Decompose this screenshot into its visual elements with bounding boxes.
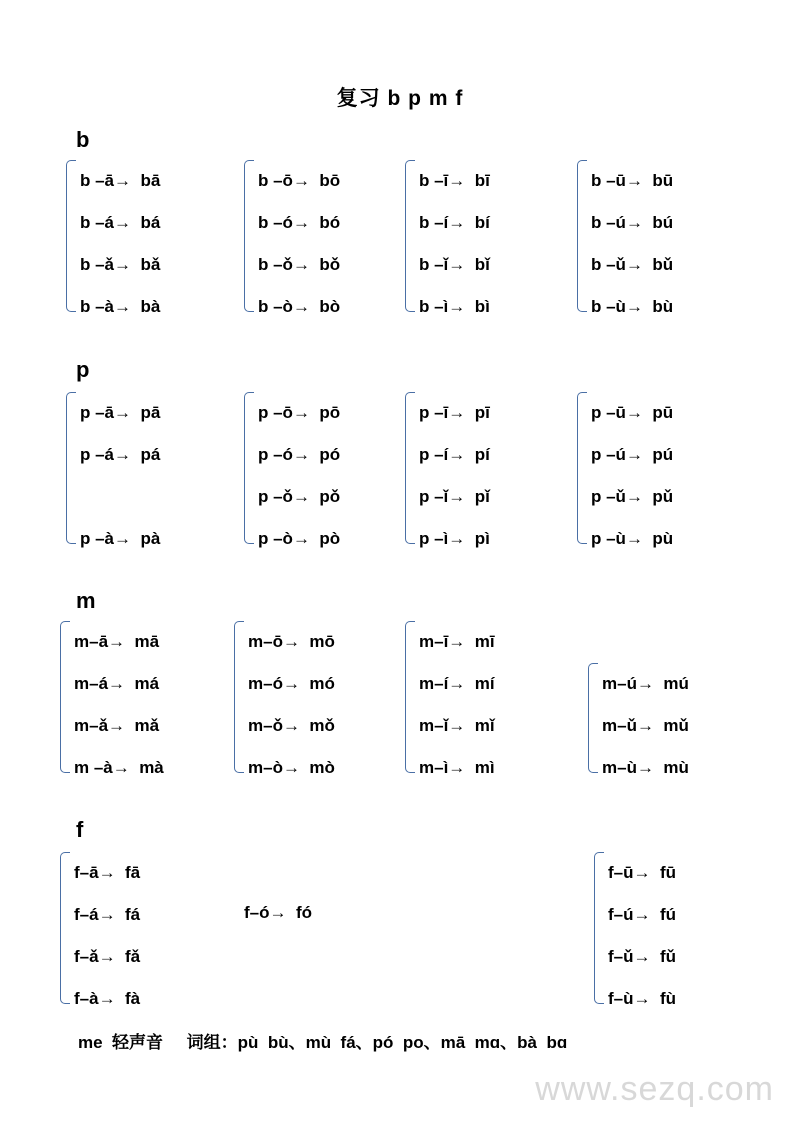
syllable-row: b –ú→ bú	[591, 213, 674, 232]
group-bracket	[405, 160, 415, 312]
syllable-row: p –ā→ pā	[80, 403, 161, 422]
syllable-row: f–á→ fá	[74, 905, 141, 924]
syllable-row: b –ǒ→ bǒ	[258, 255, 341, 274]
syllable-row: p –ī→ pī	[419, 403, 490, 422]
syllable-row: f–ǎ→ fǎ	[74, 947, 141, 966]
syllable-row: f–ā→ fā	[74, 863, 141, 882]
syllable-row: b –ó→ bó	[258, 213, 341, 232]
syllable-row: p –ó→ pó	[258, 445, 341, 464]
section-heading-b: b	[76, 127, 90, 152]
syllable-row: b –ī→ bī	[419, 171, 490, 190]
syllable-row: p –ō→ pō	[258, 403, 341, 422]
footer-note: me 轻声音 词组：pù bù、mù fá、pó po、mā mɑ、bà bɑ	[78, 1033, 568, 1052]
watermark: www.sezq.com	[535, 1070, 774, 1108]
syllable-row: f–à→ fà	[74, 989, 141, 1008]
syllable-row: b –ǔ→ bǔ	[591, 255, 674, 274]
syllable-row: b –à→ bà	[80, 297, 161, 316]
group-bracket	[60, 621, 70, 773]
syllable-row: m–á→ má	[74, 674, 160, 693]
group-bracket	[244, 392, 254, 544]
syllable-row: p –ò→ pò	[258, 529, 341, 548]
syllable-row: p –í→ pí	[419, 445, 490, 464]
syllable-row: f–ù→ fù	[608, 989, 676, 1008]
syllable-row: b –ò→ bò	[258, 297, 341, 316]
syllable-row: m–ī→ mī	[419, 632, 495, 651]
syllable-row: m–ǔ→ mǔ	[602, 716, 689, 735]
syllable-row: m–ò→ mò	[248, 758, 335, 777]
syllable-row: m–ǒ→ mǒ	[248, 716, 335, 735]
syllable-row: m–ó→ mó	[248, 674, 335, 693]
group-bracket	[244, 160, 254, 312]
syllable-row: m–ā→ mā	[74, 632, 160, 651]
syllable-row: b –ā→ bā	[80, 171, 161, 190]
syllable-row: p –ǐ→ pǐ	[419, 487, 490, 506]
group-bracket	[588, 663, 598, 773]
syllable-row: m–ǐ→ mǐ	[419, 716, 495, 735]
syllable-row: b –ō→ bō	[258, 171, 341, 190]
syllable-row: m–ǎ→ mǎ	[74, 716, 160, 735]
syllable-row: b –ǎ→ bǎ	[80, 255, 161, 274]
syllable-row: p –ì→ pì	[419, 529, 490, 548]
syllable-row: m–ì→ mì	[419, 758, 495, 777]
syllable-row: b –ì→ bì	[419, 297, 490, 316]
syllable-row: p –à→ pà	[80, 529, 161, 548]
syllable-row: p –ǒ→ pǒ	[258, 487, 341, 506]
section-heading-f: f	[76, 817, 84, 842]
syllable-row: f–ǔ→ fǔ	[608, 947, 676, 966]
syllable-row: p –ū→ pū	[591, 403, 674, 422]
syllable-row: m–ù→ mù	[602, 758, 689, 777]
group-bracket	[60, 852, 70, 1004]
group-bracket	[66, 160, 76, 312]
syllable-row: m–ú→ mú	[602, 674, 689, 693]
syllable-row: m–ō→ mō	[248, 632, 335, 651]
group-bracket	[405, 621, 415, 773]
syllable-row: f–ú→ fú	[608, 905, 676, 924]
syllable-row: m–í→ mí	[419, 674, 495, 693]
group-bracket	[405, 392, 415, 544]
section-heading-m: m	[76, 588, 96, 613]
section-heading-p: p	[76, 357, 90, 382]
group-bracket	[594, 852, 604, 1004]
syllable-row: b –í→ bí	[419, 213, 490, 232]
group-bracket	[234, 621, 244, 773]
syllable-row: b –á→ bá	[80, 213, 161, 232]
syllable-row: b –ǐ→ bǐ	[419, 255, 490, 274]
syllable-row: p –ù→ pù	[591, 529, 674, 548]
syllable-row: p –ǔ→ pǔ	[591, 487, 674, 506]
syllable-row: p –á→ pá	[80, 445, 161, 464]
syllable-row: b –ū→ bū	[591, 171, 674, 190]
group-bracket	[577, 160, 587, 312]
group-bracket	[577, 392, 587, 544]
page-title: 复习 b p m f	[336, 87, 464, 110]
syllable-row: f–ū→ fū	[608, 863, 676, 882]
syllable-row-fo: f–ó→ fó	[244, 903, 312, 922]
syllable-row: p –ú→ pú	[591, 445, 674, 464]
group-bracket	[66, 392, 76, 544]
syllable-row: b –ù→ bù	[591, 297, 674, 316]
syllable-row: m –à→ mà	[74, 758, 164, 777]
